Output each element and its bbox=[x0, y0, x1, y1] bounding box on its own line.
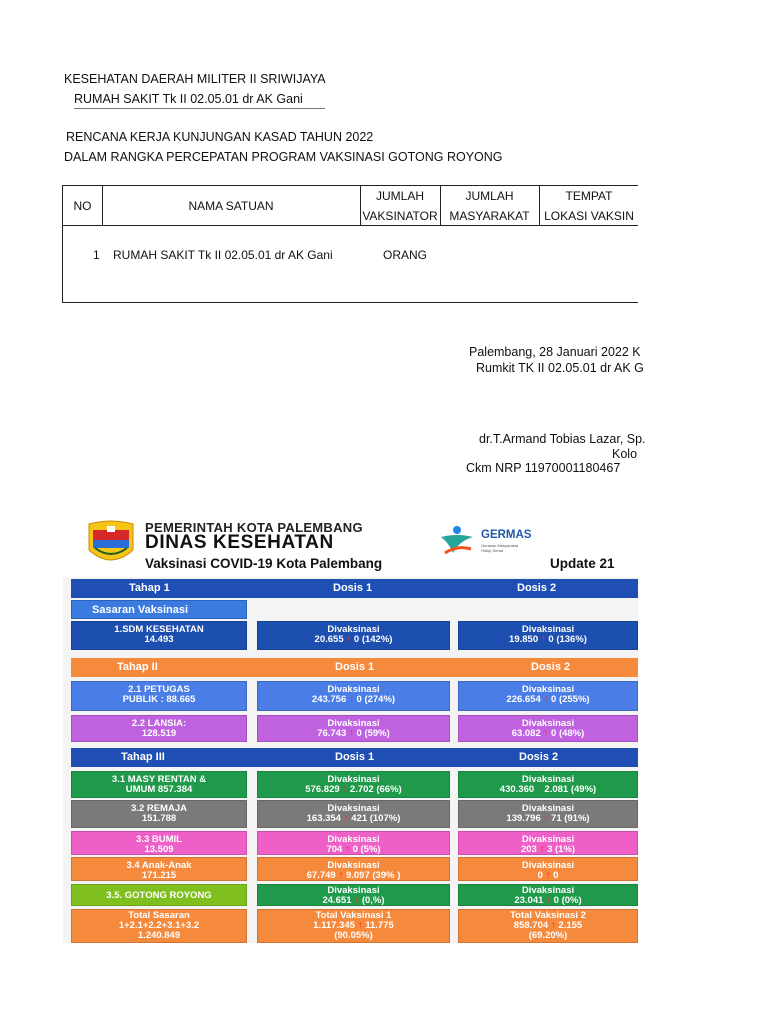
signature-name: dr.T.Armand Tobias Lazar, Sp. bbox=[479, 432, 646, 446]
col-header-tempat: TEMPAT LOKASI VAKSIN bbox=[544, 189, 634, 223]
bumil-dosis-1-box: Divaksinasi 704 ↑ 0 (5%) bbox=[257, 831, 450, 855]
rentan-target-box: 3.1 MASY RENTAN & UMUM 857.384 bbox=[71, 771, 247, 798]
header-line-3: RENCANA KERJA KUNJUNGAN KASAD TAHUN 2022 bbox=[66, 130, 374, 144]
signature-nrp: Ckm NRP 11970001180467 bbox=[466, 461, 621, 475]
total-vaksinasi-1-box: Total Vaksinasi 1 1.117.345 ↑ 11.775 (90.05%) bbox=[257, 909, 450, 943]
germas-logo-icon bbox=[437, 523, 477, 559]
row-nama-satuan: RUMAH SAKIT Tk II 02.05.01 dr AK Gani bbox=[113, 248, 333, 262]
lansia-dosis-2-box: Divaksinasi 63.082 ↑ 0 (48%) bbox=[458, 715, 638, 742]
total-vaksinasi-2-box: Total Vaksinasi 2 858.704 ↑ 2.155 (69.20%) bbox=[458, 909, 638, 943]
tahap-1-label: Tahap 1 bbox=[129, 582, 170, 594]
infographic-title: Vaksinasi COVID-19 Kota Palembang bbox=[145, 556, 383, 571]
germas-label: GERMAS bbox=[481, 529, 532, 541]
header-line-1: KESEHATAN DAERAH MILITER II SRIWIJAYA bbox=[64, 72, 326, 86]
row-vaksinator: ORANG bbox=[383, 248, 428, 262]
gotong-royong-target-box: 3.5. GOTONG ROYONG bbox=[71, 884, 247, 906]
petugas-dosis-1-box: Divaksinasi 243.756 ↑ 0 (274%) bbox=[257, 681, 450, 711]
col-header-jumlah-vaksinator: JUMLAH VAKSINATOR bbox=[362, 189, 438, 223]
pemkot-title: PEMERINTAH KOTA PALEMBANG bbox=[145, 520, 363, 535]
palembang-emblem-icon bbox=[85, 520, 137, 568]
tahap-2-label: Tahap II bbox=[117, 661, 158, 673]
lansia-target-box: 2.2 LANSIA: 128.519 bbox=[71, 715, 247, 742]
dinas-title: DINAS KESEHATAN bbox=[145, 532, 334, 553]
sasaran-vaksinasi-label: Sasaran Vaksinasi bbox=[71, 600, 247, 619]
tahap-2-dosis-2: Dosis 2 bbox=[531, 661, 571, 673]
remaja-dosis-1-box: Divaksinasi 163.354 ↑ 421 (107%) bbox=[257, 800, 450, 828]
col-header-nama-satuan: NAMA SATUAN bbox=[188, 199, 274, 213]
anak-target-box: 3.4 Anak-Anak 171.215 bbox=[71, 857, 247, 881]
germas-tagline: Gerakan Masyarakat Hidup Sehat bbox=[481, 543, 519, 553]
update-label: Update 21 bbox=[550, 556, 615, 571]
signature-rank: Kolo bbox=[612, 447, 638, 461]
col-header-no: NO bbox=[73, 199, 92, 213]
tahap-3-bar bbox=[71, 748, 638, 767]
petugas-dosis-2-box: Divaksinasi 226.654 ↑ 0 (255%) bbox=[458, 681, 638, 711]
anak-dosis-1-box: Divaksinasi 67.749 ↑ 9.097 (39% ) bbox=[257, 857, 450, 881]
remaja-target-box: 3.2 REMAJA 151.788 bbox=[71, 800, 247, 828]
tahap-2-dosis-1: Dosis 1 bbox=[335, 661, 375, 673]
sdm-dosis-2-box: Divaksinasi 19.850 ↑ 0 (136%) bbox=[458, 621, 638, 650]
sdm-target-box: 1.SDM KESEHATAN 14.493 bbox=[71, 621, 247, 650]
col-header-jumlah-masyarakat: JUMLAH MASYARAKAT bbox=[449, 189, 530, 223]
tahap-3-label: Tahap III bbox=[121, 751, 165, 763]
signature-place-date: Palembang, 28 Januari 2022 K bbox=[469, 345, 641, 359]
gotong-royong-dosis-2-box: Divaksinasi 23.041 ↑ 0 (0%) bbox=[458, 884, 638, 906]
bumil-dosis-2-box: Divaksinasi 203 ↑ 3 (1%) bbox=[458, 831, 638, 855]
remaja-dosis-2-box: Divaksinasi 139.796 ↑ 71 (91%) bbox=[458, 800, 638, 828]
header-line-4: DALAM RANGKA PERCEPATAN PROGRAM VAKSINASI GOTONG ROYONG bbox=[64, 150, 503, 164]
signature-org: Rumkit TK II 02.05.01 dr AK G bbox=[476, 361, 644, 375]
bumil-target-box: 3.3 BUMIL 13.509 bbox=[71, 831, 247, 855]
header-line-2: RUMAH SAKIT Tk II 02.05.01 dr AK Gani bbox=[74, 92, 325, 109]
plan-table bbox=[62, 185, 638, 303]
tahap-3-dosis-1: Dosis 1 bbox=[335, 751, 375, 763]
tahap-1-dosis-2: Dosis 2 bbox=[517, 582, 557, 594]
gotong-royong-dosis-1-box: Divaksinasi 24.651 ↑ (0,%) bbox=[257, 884, 450, 906]
petugas-target-box: 2.1 PETUGAS PUBLIK : 88.665 bbox=[71, 681, 247, 711]
tahap-1-dosis-1: Dosis 1 bbox=[333, 582, 373, 594]
tahap-3-dosis-2: Dosis 2 bbox=[519, 751, 559, 763]
rentan-dosis-2-box: Divaksinasi 430.360 ↑ 2.081 (49%) bbox=[458, 771, 638, 798]
tahap-1-bar bbox=[71, 579, 638, 598]
anak-dosis-2-box: Divaksinasi 0 ↑ 0 bbox=[458, 857, 638, 881]
lansia-dosis-1-box: Divaksinasi 76.743 ↑ 0 (59%) bbox=[257, 715, 450, 742]
rentan-dosis-1-box: Divaksinasi 576.829 ↑ 2.702 (66%) bbox=[257, 771, 450, 798]
total-sasaran-box: Total Sasaran 1+2.1+2.2+3.1+3.2 1.240.849 bbox=[71, 909, 247, 943]
tahap-2-bar bbox=[71, 658, 638, 677]
sdm-dosis-1-box: Divaksinasi 20.655 ↑ 0 (142%) bbox=[257, 621, 450, 650]
vaccination-infographic bbox=[63, 515, 638, 943]
row-no: 1 bbox=[93, 248, 100, 262]
